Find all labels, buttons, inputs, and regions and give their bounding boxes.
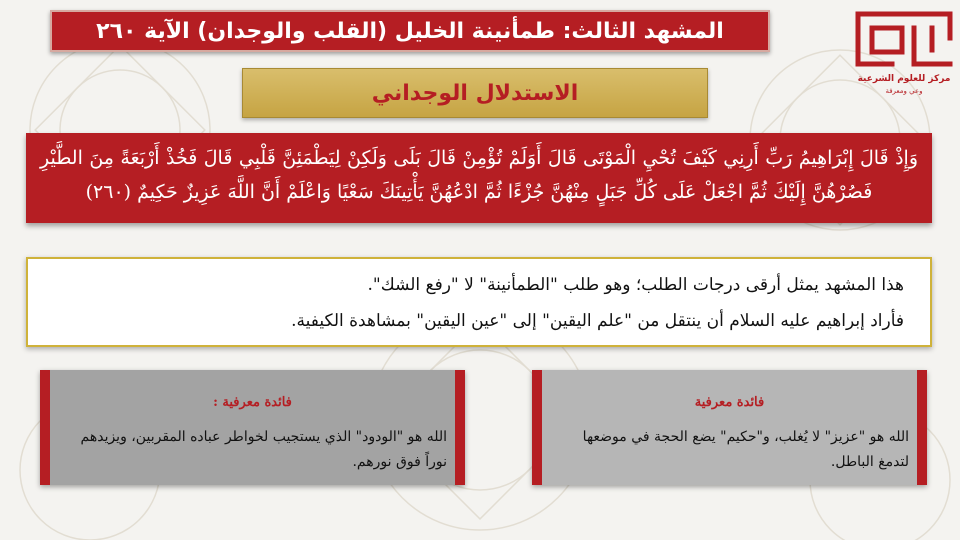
section-subtitle-box	[242, 68, 708, 118]
section-subtitle: الاستدلال الوجداني	[371, 80, 579, 106]
verse-box	[26, 133, 932, 223]
center-logo	[852, 8, 956, 98]
benefit-card-left	[40, 370, 465, 485]
logo-tagline: وعي ومعرفة	[885, 87, 923, 95]
card-title: فائدة معرفية	[694, 395, 765, 410]
explanation-box	[26, 257, 932, 347]
card-edge	[917, 370, 927, 485]
explanation-line-2: فأراد إبراهيم عليه السلام أن ينتقل من "علم اليقين" إلى "عين اليقين" بمشاهدة الكيفية.	[291, 311, 904, 331]
card-body: الله هو "عزيز" لا يُغلب، و"حكيم" يضع الحجة في موضعها لتدمغ الباطل.	[582, 429, 909, 470]
verse-text: وَإِذْ قَالَ إِبْرَاهِيمُ رَبِّ أَرِنِي كَيْفَ تُحْيِ الْمَوْتَى قَالَ أَوَلَمْ تُؤْمِنْ قَالَ بَلَى وَلَكِنْ لِيَطْمَئِنَّ قَلْبِي قَالَ فَخُذْ أَرْبَعَةً مِنَ الطَّيْرِ فَصُرْهُنَّ إِلَيْكَ ثُمَّ اجْعَلْ عَلَى كُلِّ جَبَلٍ مِنْهُنَّ جُزْءًا ثُمَّ ادْعُهُنَّ يَأْتِينَكَ سَعْيًا وَاعْلَمْ أَنَّ اللَّهَ عَزِيزٌ حَكِيمٌ (٢٦٠)	[40, 147, 918, 203]
logo-mark-icon	[852, 8, 956, 74]
logo-text: مركز للعلوم الشرعية	[857, 74, 951, 84]
explanation-line-1: هذا المشهد يمثل أرقى درجات الطلب؛ وهو طلب "الطمأنينة" لا "رفع الشك".	[367, 275, 904, 295]
card-edge	[532, 370, 542, 485]
card-edge	[40, 370, 50, 485]
card-title: فائدة معرفية :	[213, 395, 292, 410]
card-edge	[455, 370, 465, 485]
card-body: الله هو "الودود" الذي يستجيب لخواطر عباده المقربين، ويزيدهم نوراً فوق نورهم.	[80, 429, 447, 470]
benefit-card-right	[532, 370, 927, 485]
page-title-bar	[50, 10, 770, 52]
page-title: المشهد الثالث: طمأنينة الخليل (القلب والوجدان) الآية ٢٦٠	[96, 18, 724, 44]
